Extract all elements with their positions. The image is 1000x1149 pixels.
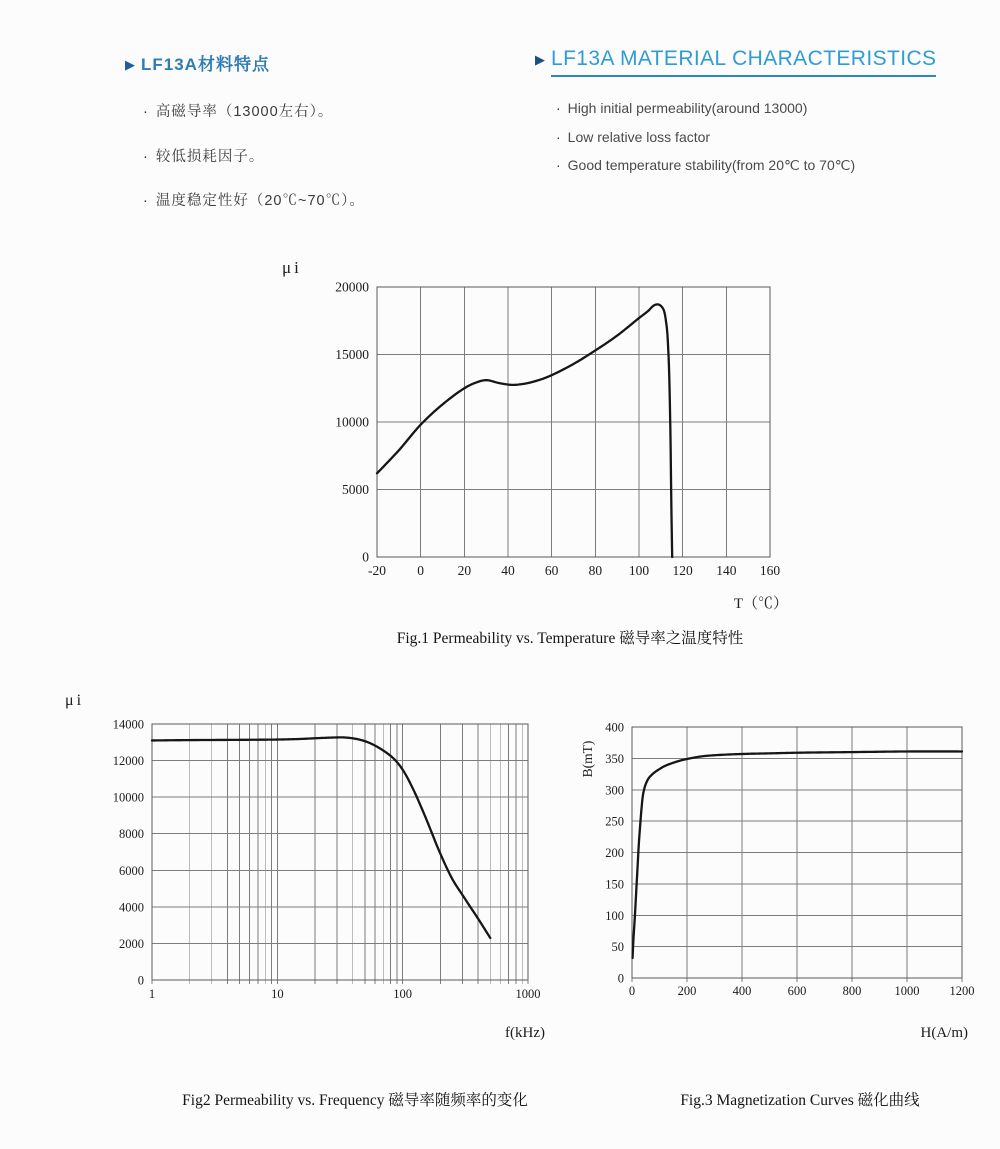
svg-text:4000: 4000: [119, 900, 144, 915]
bullet-dot-icon: ·: [556, 129, 561, 145]
svg-text:0: 0: [137, 973, 144, 988]
svg-text:f(kHz): f(kHz): [505, 1025, 545, 1041]
bullet-dot-icon: ·: [556, 157, 561, 173]
svg-text:2000: 2000: [119, 936, 144, 951]
arrow-right-icon: ▶: [125, 57, 135, 72]
svg-text:200: 200: [605, 846, 624, 860]
svg-text:B(mT): B(mT): [580, 740, 595, 778]
feature-text-en: High initial permeability(around 13000): [567, 100, 808, 116]
svg-text:6000: 6000: [119, 863, 144, 878]
svg-text:1000: 1000: [894, 984, 920, 998]
svg-text:1: 1: [148, 987, 156, 1001]
svg-text:350: 350: [605, 751, 624, 766]
svg-text:60: 60: [544, 563, 559, 578]
bullet-dot-icon: ·: [556, 100, 561, 116]
svg-text:160: 160: [759, 563, 781, 578]
svg-text:0: 0: [617, 971, 624, 986]
svg-text:5000: 5000: [342, 482, 369, 497]
svg-text:10000: 10000: [335, 414, 369, 430]
svg-text:10: 10: [271, 987, 284, 1001]
svg-text:600: 600: [787, 984, 807, 998]
permeability-vs-temperature-chart: [270, 255, 800, 645]
section-title-cn: LF13A材料特点: [141, 55, 270, 74]
feature-bullet-cn: [143, 100, 333, 121]
permeability-vs-frequency-chart: [55, 685, 575, 1065]
arrow-right-icon: ▶: [535, 52, 545, 67]
feature-text-cn: 较低损耗因子。: [155, 149, 265, 165]
svg-text:T（℃）: T（℃）: [733, 596, 788, 612]
svg-text:120: 120: [672, 563, 693, 578]
section-header-cn: [125, 50, 270, 75]
svg-text:100: 100: [605, 908, 624, 923]
feature-bullet-en: [556, 157, 855, 174]
svg-text:20000: 20000: [335, 279, 369, 295]
svg-text:400: 400: [605, 720, 624, 735]
svg-text:-20: -20: [368, 563, 386, 578]
svg-text:140: 140: [716, 563, 737, 578]
svg-text:15000: 15000: [335, 347, 369, 362]
svg-text:300: 300: [605, 783, 624, 798]
feature-bullet-en: [556, 129, 710, 145]
svg-text:100: 100: [393, 987, 413, 1001]
feature-text-en: Low relative loss factor: [567, 129, 711, 145]
feature-bullet-cn: [143, 189, 365, 210]
feature-text-cn: 高磁导率（13000左右）。: [155, 104, 334, 120]
section-header-en: [535, 47, 936, 77]
svg-text:1200: 1200: [949, 984, 975, 998]
svg-text:800: 800: [842, 984, 862, 998]
feature-text-cn: 温度稳定性好（20℃~70℃）。: [155, 193, 365, 209]
svg-text:200: 200: [677, 984, 697, 998]
fig1-caption: Fig.1 Permeability vs. Temperature 磁导率之温度特性: [396, 630, 744, 647]
svg-text:10000: 10000: [112, 790, 144, 805]
svg-text:μi: μi: [282, 258, 302, 277]
feature-text-en: Good temperature stability(from 20℃ to 70℃): [567, 157, 856, 173]
svg-text:μi: μi: [65, 692, 85, 709]
svg-text:20: 20: [457, 563, 472, 578]
svg-text:0: 0: [362, 549, 369, 565]
bullet-dot-icon: ·: [143, 104, 149, 120]
fig3-caption: Fig.3 Magnetization Curves 磁化曲线: [680, 1092, 920, 1109]
svg-text:400: 400: [732, 984, 752, 998]
svg-text:50: 50: [611, 940, 624, 955]
bullet-dot-icon: ·: [143, 193, 149, 209]
svg-text:12000: 12000: [112, 754, 144, 769]
svg-text:1000: 1000: [515, 987, 541, 1001]
svg-text:80: 80: [588, 563, 603, 578]
section-title-en: LF13A MATERIAL CHARACTERISTICS: [551, 47, 936, 77]
svg-text:250: 250: [605, 814, 624, 829]
svg-text:H(A/m): H(A/m): [920, 1025, 968, 1041]
svg-text:14000: 14000: [112, 717, 144, 732]
svg-text:40: 40: [501, 563, 515, 578]
svg-text:8000: 8000: [119, 827, 144, 842]
magnetization-curve-chart: [570, 685, 1000, 1065]
feature-bullet-en: [556, 100, 807, 116]
svg-text:0: 0: [417, 563, 425, 578]
feature-bullet-cn: [143, 145, 264, 166]
svg-text:150: 150: [605, 877, 624, 892]
svg-text:0: 0: [628, 984, 636, 998]
bullet-dot-icon: ·: [143, 149, 149, 165]
fig2-caption: Fig2 Permeability vs. Frequency 磁导率随频率的变化: [182, 1092, 528, 1109]
svg-text:100: 100: [628, 563, 650, 578]
